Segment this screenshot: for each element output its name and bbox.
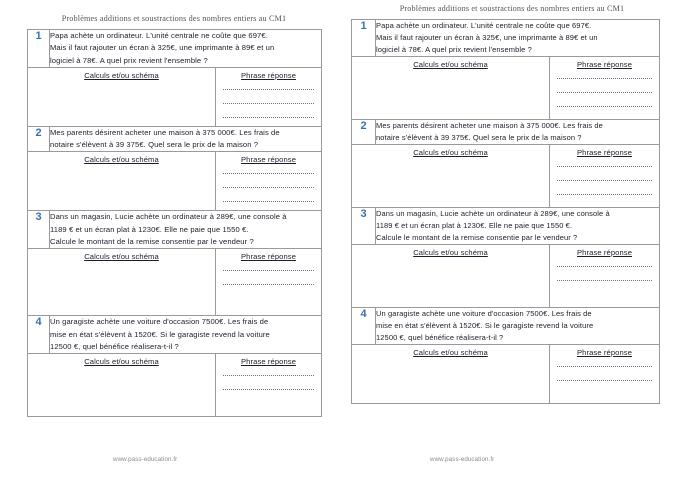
answer-line[interactable] — [557, 280, 652, 281]
calculation-area[interactable] — [28, 152, 216, 211]
table-row — [28, 249, 322, 316]
answer-label: Phrase réponse — [241, 70, 297, 80]
statement-line: Mais il faut rajouter un écran à 325€, une imprimante à 89€ et un — [50, 43, 275, 53]
answer-line[interactable] — [223, 201, 314, 202]
calculation-area[interactable] — [352, 345, 550, 404]
statement-line: 1189 € et un écran plat à 1230€. Elle ne paie que 1550 €. — [50, 224, 249, 234]
answer-area[interactable] — [550, 57, 660, 120]
problems-table-left — [27, 29, 322, 417]
answer-lines[interactable] — [550, 257, 659, 281]
answer-line[interactable] — [223, 117, 314, 118]
table-row — [28, 316, 322, 354]
answer-line[interactable] — [223, 270, 314, 271]
problem-statement — [376, 208, 660, 245]
table-row — [352, 308, 660, 345]
problem-number: 3 — [352, 208, 376, 245]
answer-line[interactable] — [223, 389, 314, 390]
answer-line[interactable] — [223, 103, 314, 104]
problem-number: 4 — [28, 316, 50, 354]
answer-area[interactable] — [216, 249, 322, 316]
problem-statement — [376, 20, 660, 57]
statement-line: Dans un magasin, Lucie achète un ordinateur à 289€, une console à — [50, 212, 287, 222]
answer-line[interactable] — [557, 194, 652, 195]
problem-statement — [50, 30, 322, 68]
table-row — [352, 145, 660, 208]
problem-number: 1 — [28, 30, 50, 68]
table-row — [28, 211, 322, 249]
answer-label: Phrase réponse — [577, 60, 633, 69]
statement-line: Calcule le montant de la remise consentie par le vendeur ? — [50, 237, 254, 247]
answer-line[interactable] — [223, 89, 314, 90]
statement-line: 12500 €, quel bénéfice réalisera-t-il ? — [376, 333, 504, 342]
calculation-area[interactable] — [352, 245, 550, 308]
table-row — [28, 126, 322, 152]
calculation-label: Calculs et/ou schéma — [413, 60, 488, 69]
answer-lines[interactable] — [550, 69, 659, 107]
statement-line: Mais il faut rajouter un écran à 325€, une imprimante à 89€ et un — [376, 33, 598, 42]
answer-area[interactable] — [550, 345, 660, 404]
answer-line[interactable] — [557, 166, 652, 167]
statement-line: notaire s'élèvent à 39 375€. Quel sera le prix de la maison ? — [50, 140, 259, 150]
statement-line: Papa achète un ordinateur. L'unité centrale ne coûte que 697€. — [376, 21, 592, 30]
answer-line[interactable] — [557, 106, 652, 107]
answer-lines[interactable] — [216, 261, 321, 285]
answer-line[interactable] — [223, 187, 314, 188]
answer-lines[interactable] — [550, 357, 659, 381]
table-row — [352, 345, 660, 404]
table-row — [28, 67, 322, 126]
statement-line: Dans un magasin, Lucie achète un ordinateur à 289€, une console à — [376, 209, 610, 218]
calculation-area[interactable] — [352, 145, 550, 208]
statement-line: Calcule le montant de la remise consentie par le vendeur ? — [376, 233, 578, 242]
table-row — [352, 57, 660, 120]
calculation-label: Calculs et/ou schéma — [84, 155, 159, 165]
page-title-right: Problèmes additions et soustractions des nombres entiers au CM1 — [399, 4, 625, 13]
calculation-area[interactable] — [28, 67, 216, 126]
answer-area[interactable] — [216, 67, 322, 126]
answer-line[interactable] — [557, 78, 652, 79]
problem-statement — [50, 126, 322, 152]
problem-statement — [50, 211, 322, 249]
table-row — [352, 20, 660, 57]
calculation-label: Calculs et/ou schéma — [413, 148, 488, 157]
answer-line[interactable] — [557, 92, 652, 93]
statement-line: 1189 € et un écran plat à 1230€. Elle ne paie que 1550 €. — [376, 221, 573, 230]
answer-lines[interactable] — [216, 164, 321, 202]
statement-line: Papa achète un ordinateur. L'unité centrale ne coûte que 697€. — [50, 31, 268, 40]
table-row — [28, 152, 322, 211]
problem-number: 2 — [352, 120, 376, 145]
answer-label: Phrase réponse — [241, 357, 297, 367]
answer-area[interactable] — [550, 145, 660, 208]
table-row — [28, 354, 322, 417]
answer-line[interactable] — [557, 180, 652, 181]
statement-line: 12500 €, quel bénéfice réalisera-t-il ? — [50, 341, 179, 351]
problem-number: 3 — [28, 211, 50, 249]
problem-number: 4 — [352, 308, 376, 345]
statement-line: notaire s'élèvent à 39 375€. Quel sera le prix de la maison ? — [376, 133, 582, 142]
footer-url-right: www.pass-education.fr — [430, 456, 495, 463]
problem-number: 1 — [352, 20, 376, 57]
page-title-left: Problèmes additions et soustractions des nombres entiers au CM1 — [61, 14, 287, 23]
calculation-area[interactable] — [28, 354, 216, 417]
answer-area[interactable] — [216, 152, 322, 211]
statement-line: mise en état s'élèvent à 1520€. Si le garagiste revend la voiture — [50, 329, 270, 339]
calculation-area[interactable] — [352, 57, 550, 120]
table-row — [28, 30, 322, 68]
calculation-label: Calculs et/ou schéma — [413, 248, 488, 257]
answer-line[interactable] — [223, 173, 314, 174]
answer-line[interactable] — [223, 284, 314, 285]
footer-url-left: www.pass-education.fr — [113, 456, 178, 463]
table-row — [352, 208, 660, 245]
statement-line: Mes parents désirent acheter une maison à 375 000€. Les frais de — [50, 127, 280, 137]
answer-area[interactable] — [550, 245, 660, 308]
answer-label: Phrase réponse — [241, 155, 297, 165]
statement-line: logiciel à 78€. A quel prix revient l'ensemble ? — [50, 55, 208, 65]
calculation-area[interactable] — [28, 249, 216, 316]
problem-number: 2 — [28, 126, 50, 152]
problems-table-right — [351, 19, 660, 404]
answer-label: Phrase réponse — [577, 148, 633, 157]
answer-line[interactable] — [223, 375, 314, 376]
answer-lines[interactable] — [216, 366, 321, 390]
answer-line[interactable] — [557, 266, 652, 267]
statement-line: Un garagiste achète une voiture d'occasion 7500€. Les frais de — [376, 309, 592, 318]
problem-statement — [376, 308, 660, 345]
problem-statement — [50, 316, 322, 354]
answer-lines[interactable] — [216, 80, 321, 118]
calculation-label: Calculs et/ou schéma — [84, 252, 159, 262]
statement-line: mise en état s'élèvent à 1520€. Si le garagiste revend la voiture — [376, 321, 594, 330]
answer-label: Phrase réponse — [577, 348, 633, 357]
statement-line: Mes parents désirent acheter une maison à 375 000€. Les frais de — [376, 121, 603, 130]
answer-line[interactable] — [557, 380, 652, 381]
calculation-label: Calculs et/ou schéma — [413, 348, 488, 357]
problem-statement — [376, 120, 660, 145]
answer-area[interactable] — [216, 354, 322, 417]
table-row — [352, 120, 660, 145]
answer-line[interactable] — [557, 366, 652, 367]
statement-line: logiciel à 78€. A quel prix revient l'ensemble ? — [376, 45, 532, 54]
answer-label: Phrase réponse — [577, 248, 633, 257]
answer-lines[interactable] — [550, 157, 659, 195]
worksheet-page-right — [340, 0, 680, 480]
calculation-label: Calculs et/ou schéma — [84, 357, 159, 367]
statement-line: Un garagiste achète une voiture d'occasion 7500€. Les frais de — [50, 317, 269, 327]
table-row — [352, 245, 660, 308]
calculation-label: Calculs et/ou schéma — [84, 70, 159, 80]
answer-label: Phrase réponse — [241, 252, 297, 262]
